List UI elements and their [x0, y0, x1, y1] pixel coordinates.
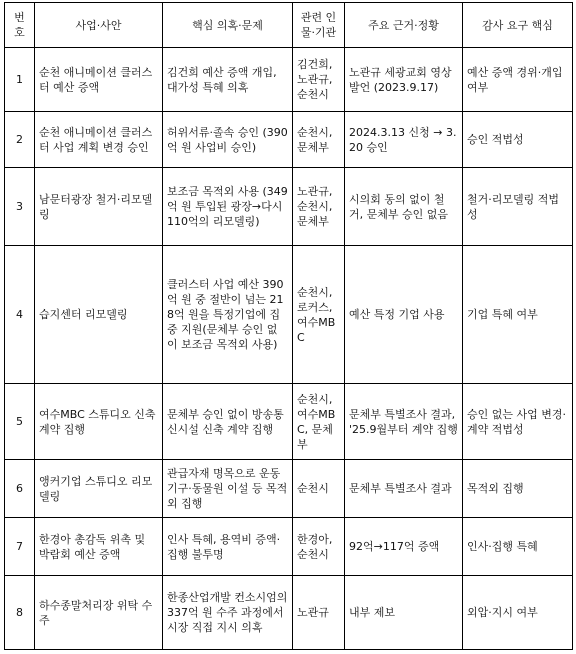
- row-people: 노관규: [293, 576, 345, 650]
- row-evidence: 문체부 특별조사 결과, '25.9월부터 계약 집행: [345, 384, 463, 460]
- header-number: 번호: [5, 3, 35, 48]
- row-number: 2: [5, 112, 35, 168]
- row-issue: 문체부 승인 없이 방송통신시설 신축 계약 집행: [163, 384, 293, 460]
- row-project: 여수MBC 스튜디오 신축 계약 집행: [35, 384, 163, 460]
- row-evidence: 문체부 특별조사 결과: [345, 460, 463, 518]
- audit-table: [4, 2, 573, 650]
- table-row: [5, 48, 573, 112]
- row-evidence: 92억→117억 증액: [345, 518, 463, 576]
- row-people: 순천시, 문체부: [293, 112, 345, 168]
- row-number: 4: [5, 246, 35, 384]
- row-demand: 철거·리모델링 적법성: [463, 168, 573, 246]
- row-project: 습지센터 리모델링: [35, 246, 163, 384]
- row-number: 5: [5, 384, 35, 460]
- row-evidence: 시의회 동의 없이 철거, 문체부 승인 없음: [345, 168, 463, 246]
- table-row: [5, 168, 573, 246]
- header-project: 사업·사안: [35, 3, 163, 48]
- header-row: [5, 3, 573, 48]
- row-project: 하수종말처리장 위탁 수주: [35, 576, 163, 650]
- row-evidence: 2024.3.13 신청 → 3.20 승인: [345, 112, 463, 168]
- row-demand: 승인 적법성: [463, 112, 573, 168]
- row-number: 3: [5, 168, 35, 246]
- row-people: 순천시: [293, 460, 345, 518]
- row-project: 앵커기업 스튜디오 리모델링: [35, 460, 163, 518]
- row-project: 순천 애니메이션 클러스터 사업 계획 변경 승인: [35, 112, 163, 168]
- row-people: 한경아, 순천시: [293, 518, 345, 576]
- row-issue: 인사 특혜, 용역비 증액·집행 불투명: [163, 518, 293, 576]
- row-number: 6: [5, 460, 35, 518]
- header-issue: 핵심 의혹·문제: [163, 3, 293, 48]
- header-demand: 감사 요구 핵심: [463, 3, 573, 48]
- header-evidence: 주요 근거·정황: [345, 3, 463, 48]
- row-demand: 외압·지시 여부: [463, 576, 573, 650]
- row-people: 노관규, 순천시, 문체부: [293, 168, 345, 246]
- row-issue: 클러스터 사업 예산 390억 원 중 절반이 넘는 218억 원을 특정기업에 집중 지원(문체부 승인 없이 보조금 목적외 사용): [163, 246, 293, 384]
- row-number: 7: [5, 518, 35, 576]
- row-demand: 예산 증액 경위·개입 여부: [463, 48, 573, 112]
- row-issue: 허위서류·졸속 승인 (390억 원 사업비 승인): [163, 112, 293, 168]
- table-row: [5, 576, 573, 650]
- row-people: 김건희, 노관규, 순천시: [293, 48, 345, 112]
- row-number: 1: [5, 48, 35, 112]
- header-people: 관련 인물·기관: [293, 3, 345, 48]
- table-row: [5, 384, 573, 460]
- table-row: [5, 112, 573, 168]
- row-demand: 승인 없는 사업 변경·계약 적법성: [463, 384, 573, 460]
- row-evidence: 예산 특정 기업 사용: [345, 246, 463, 384]
- row-demand: 목적외 집행: [463, 460, 573, 518]
- row-issue: 한종산업개발 컨소시엄의 337억 원 수주 과정에서 시장 직접 지시 의혹: [163, 576, 293, 650]
- row-people: 순천시, 로커스, 여수MBC: [293, 246, 345, 384]
- row-project: 한경아 총감독 위촉 및 박람회 예산 증액: [35, 518, 163, 576]
- table-row: [5, 246, 573, 384]
- row-people: 순천시, 여수MBC, 문체부: [293, 384, 345, 460]
- row-issue: 보조금 목적외 사용 (349억 원 투입된 광장→다시 110억의 리모델링): [163, 168, 293, 246]
- row-demand: 인사·집행 특혜: [463, 518, 573, 576]
- row-project: 순천 애니메이션 클러스터 예산 증액: [35, 48, 163, 112]
- row-project: 남문터광장 철거·리모델링: [35, 168, 163, 246]
- row-demand: 기업 특혜 여부: [463, 246, 573, 384]
- table-row: [5, 518, 573, 576]
- row-evidence: 노관규 세광교회 영상 발언 (2023.9.17): [345, 48, 463, 112]
- row-issue: 관급자재 명목으로 운동기구·동물원 이설 등 목적외 집행: [163, 460, 293, 518]
- row-number: 8: [5, 576, 35, 650]
- row-evidence: 내부 제보: [345, 576, 463, 650]
- table-row: [5, 460, 573, 518]
- row-issue: 김건희 예산 증액 개입, 대가성 특혜 의혹: [163, 48, 293, 112]
